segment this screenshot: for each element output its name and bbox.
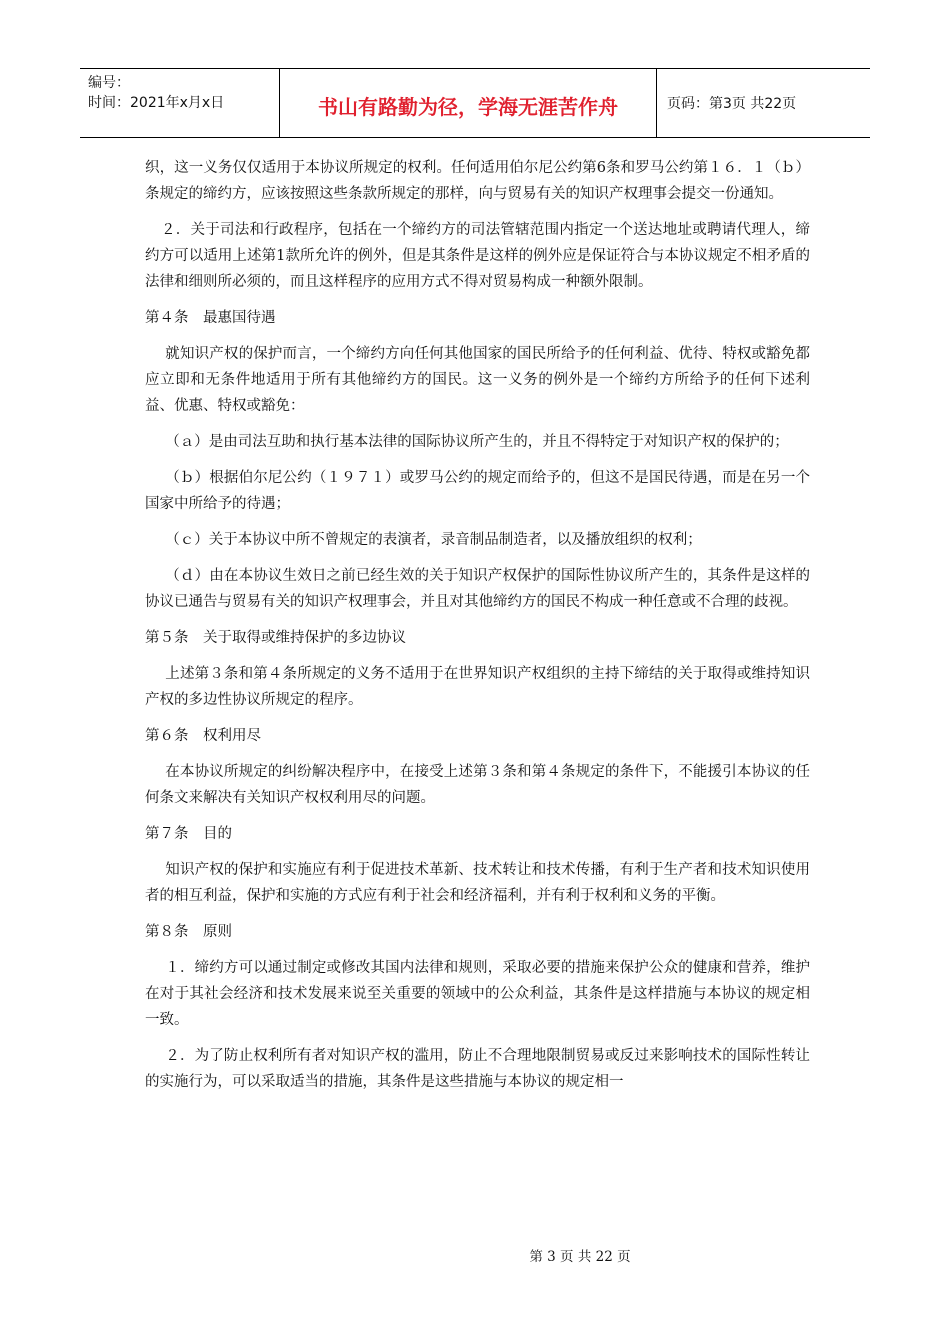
header-page-info: 页码：第3页 共22页 xyxy=(667,96,797,112)
paragraph: ２．关于司法和行政程序，包括在一个缔约方的司法管辖范围内指定一个送达地址或聘请代理人，缔约方可以适用上述第1款所允许的例外，但是其条件是这样的例外应是保证符合与本协议规定不相矛盾的法律和细则所必须的，而且这样程序的应用方式不得对贸易构成一种额外限制。 xyxy=(145,222,810,290)
paragraph: 在本协议所规定的纠纷解决程序中，在接受上述第３条和第４条规定的条件下，不能援引本协议的任何条文来解决有关知识产权权利用尽的问题。 xyxy=(145,764,810,806)
article-heading: 第７条 目的 xyxy=(145,826,232,842)
header-meta-cell xyxy=(80,69,280,137)
date-label: 时间：2021年x月x日 xyxy=(88,95,225,111)
paragraph: １．缔约方可以通过制定或修改其国内法律和规则，采取必要的措施来保护公众的健康和营养，维护在对于其社会经济和技术发展来说至关重要的领域中的公众利益，其条件是这样措施与本协议的规定相一致。 xyxy=(145,960,810,1028)
paragraph: 知识产权的保护和实施应有利于促进技术革新、技术转让和技术传播，有利于生产者和技术知识使用者的相互利益，保护和实施的方式应有利于社会和经济福利，并有利于权利和义务的平衡。 xyxy=(145,862,810,904)
article-heading: 第５条 关于取得或维持保护的多边协议 xyxy=(145,630,406,646)
article-heading: 第４条 最惠国待遇 xyxy=(145,310,276,326)
header-motto: 书山有路勤为径，学海无涯苦作舟 xyxy=(280,69,657,137)
paragraph: 织，这一义务仅仅适用于本协议所规定的权利。任何适用伯尔尼公约第6条和罗马公约第１６．１（ｂ）条规定的缔约方，应该按照这些条款所规定的那样，向与贸易有关的知识产权理事会提交一份通知。 xyxy=(145,160,810,202)
paragraph: ２．为了防止权利所有者对知识产权的滥用，防止不合理地限制贸易或反过来影响技术的国际性转让的实施行为，可以采取适当的措施，其条件是这些措施与本协议的规定相一 xyxy=(145,1048,810,1090)
document-body xyxy=(145,155,810,1105)
article-heading: 第８条 原则 xyxy=(145,924,232,940)
serial-label: 编号： xyxy=(88,75,130,91)
page-footer: 第 3 页 共 22 页 xyxy=(529,1249,631,1265)
list-item: （ａ）是由司法互助和执行基本法律的国际协议所产生的，并且不得特定于对知识产权的保护的； xyxy=(165,434,789,450)
list-item: （ｃ）关于本协议中所不曾规定的表演者，录音制品制造者，以及播放组织的权利； xyxy=(165,532,702,548)
list-item: （ｄ）由在本协议生效日之前已经生效的关于知识产权保护的国际性协议所产生的，其条件是这样的协议已通告与贸易有关的知识产权理事会，并且对其他缔约方的国民不构成一种任意或不合理的歧视。 xyxy=(145,568,810,610)
paragraph: 上述第３条和第４条所规定的义务不适用于在世界知识产权组织的主持下缔结的关于取得或维持知识产权的多边性协议所规定的程序。 xyxy=(145,666,810,708)
paragraph: 就知识产权的保护而言，一个缔约方向任何其他国家的国民所给予的任何利益、优待、特权或豁免都应立即和无条件地适用于所有其他缔约方的国民。这一义务的例外是一个缔约方所给予的任何下述利益、优惠、特权或豁免： xyxy=(145,346,810,414)
article-heading: 第６条 权利用尽 xyxy=(145,728,261,744)
list-item: （ｂ）根据伯尔尼公约（１９７１）或罗马公约的规定而给予的，但这不是国民待遇，而是在另一个国家中所给予的待遇； xyxy=(145,470,810,512)
document-header xyxy=(80,68,870,138)
